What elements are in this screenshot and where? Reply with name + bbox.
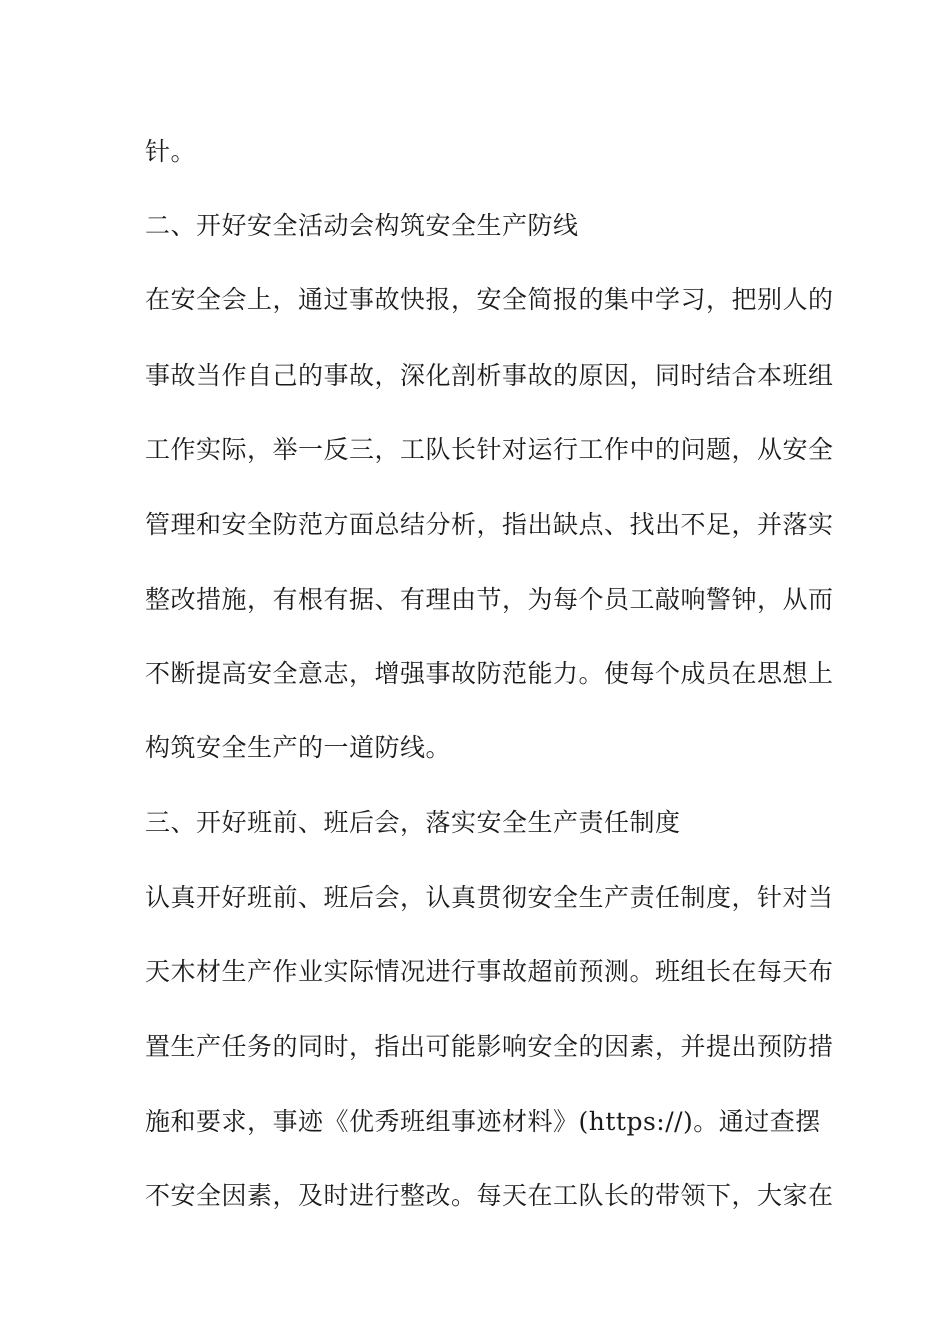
- body-text-line: 在安全会上，通过事故快报，安全简报的集中学习，把别人的: [145, 285, 834, 314]
- body-text-line: 天木材生产作业实际情况进行事故超前预测。班组长在每天布: [145, 957, 834, 986]
- body-text-line: 置生产任务的同时，指出可能影响安全的因素，并提出预防措: [145, 1032, 834, 1061]
- section-heading: 二、开好安全活动会构筑安全生产防线: [145, 211, 579, 240]
- body-text-line: 整改措施，有根有据、有理由节，为每个员工敲响警钟，从而: [145, 585, 834, 614]
- body-text-line: 构筑安全生产的一道防线。: [145, 733, 452, 762]
- section-heading: 三、开好班前、班后会，落实安全生产责任制度: [145, 808, 681, 837]
- body-text-line: 事故当作自己的事故，深化剖析事故的原因，同时结合本班组: [145, 361, 834, 390]
- body-text-line: 不安全因素，及时进行整改。每天在工队长的带领下，大家在: [145, 1181, 834, 1210]
- body-text-line: 工作实际，举一反三，工队长针对运行工作中的问题，从安全: [145, 435, 834, 464]
- body-text-line: 施和要求，事迹《优秀班组事迹材料》(https://)。通过查摆: [145, 1107, 821, 1136]
- body-text-line: 针。: [145, 137, 197, 166]
- body-text-line: 认真开好班前、班后会，认真贯彻安全生产责任制度，针对当: [145, 883, 834, 912]
- body-text-line: 不断提高安全意志，增强事故防范能力。使每个成员在思想上: [145, 659, 834, 688]
- body-text-line: 管理和安全防范方面总结分析，指出缺点、找出不足，并落实: [145, 510, 834, 539]
